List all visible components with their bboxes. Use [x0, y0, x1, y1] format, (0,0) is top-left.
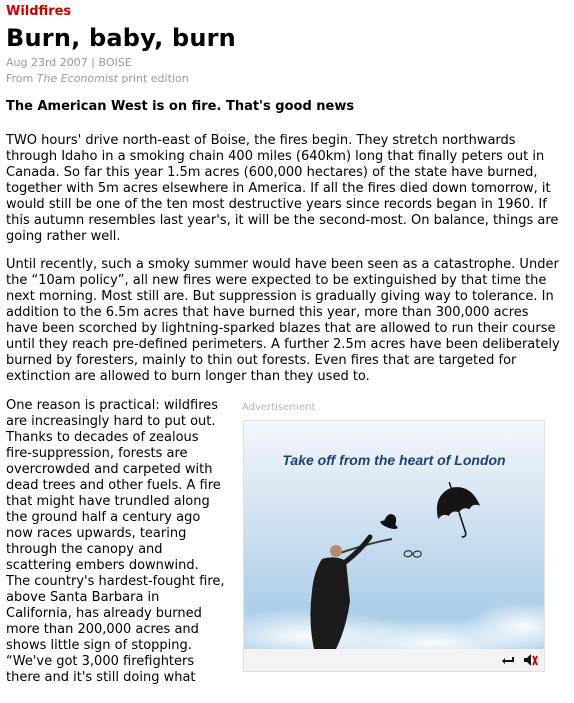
- dateline: Aug 23rd 2007 | BOISE: [6, 56, 132, 69]
- advertisement: [240, 402, 547, 672]
- source-prefix: From: [6, 72, 37, 85]
- ad-image[interactable]: [244, 421, 544, 649]
- ad-label: Advertisement: [242, 402, 316, 413]
- source-line: [6, 72, 189, 85]
- source-publication[interactable]: The Economist: [36, 72, 118, 85]
- ad-controls: [244, 649, 544, 671]
- paragraph: One reason is practical: wildfires are increasingly hard to put out. Thanks to decades of zealous fire-suppression, forests are overcrowded and carpeted with dead trees and other fuels. A fire that might have trundled along the ground half a century ago now races upwards, tearing through the canopy and scattering embers downwind. The country's hardest-fought fire, above Santa Barbara in California, has already burned more than 200,000 acres and shows little sign of stopping. “We've got 3,000 firefighters there and it's still doing what: [6, 398, 225, 685]
- section-label[interactable]: Wildfires: [6, 4, 72, 19]
- paragraph: TWO hours' drive north-east of Boise, the fires begin. They stretch northwards through Idaho in a smoking chain 400 miles (640km) long that finally peters out in Canada. So far this year 1.5m acres (600,000 hectares) of the state have burned, together with 5m acres elsewhere in America. If all the fires died down tomorrow, it would still be one of the ten most destructive years since records began in 1960. If this autumn resembles last year's, it will be the second-most. On balance, things are going rather well.: [6, 133, 559, 244]
- mute-icon[interactable]: [522, 652, 538, 668]
- replay-icon[interactable]: [500, 652, 516, 668]
- ad-banner[interactable]: [243, 420, 545, 672]
- source-suffix: print edition: [117, 72, 189, 85]
- paragraph: Until recently, such a smoky summer would have been seen as a catastrophe. Under the “10am policy”, all new fires were expected to be extinguished by that time the next morning. Most still are. But suppression is gradually giving way to tolerance. In addition to the 6.5m acres that have burned this year, more than 300,000 acres have been scorched by lightning-sparked blazes that are allowed to run their course until they reach pre-defined perimeters. A further 2.5m acres have been deliberately burned by foresters, mainly to thin out forests. Even fires that are targeted for extinction are allowed to burn longer than they used to.: [6, 257, 560, 384]
- rubric: The American West is on fire. That's good news: [6, 99, 355, 114]
- headline: Burn, baby, burn: [6, 24, 236, 52]
- ad-tagline: Take off from the heart of London: [282, 452, 506, 468]
